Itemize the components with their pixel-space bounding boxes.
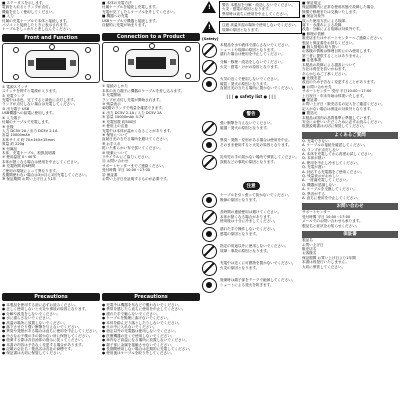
text-line: ● 分解や改造をしないでください。 [2, 311, 61, 316]
text-line: ■ 本体の充電方法 [102, 1, 132, 5]
column-2 [102, 0, 200, 400]
safety-item [202, 138, 300, 153]
column-2-sections [102, 84, 200, 181]
text-line: ● 指定以外の充電器は使用しないでください。 [102, 329, 179, 334]
text-line: 土日祝日・年末年始は休業いたします。 [302, 93, 367, 98]
text-line: 製品と保証書をお持ちください。 [302, 40, 356, 45]
text-line: ⑨ お手入れ [102, 141, 121, 146]
column-1-panel-title: Front and Function [2, 34, 100, 42]
text-line: 販売店またはサポートセンターへご連絡ください。 [302, 36, 385, 41]
text-line: 故障・事故の原因となります。 [220, 248, 271, 253]
prohibited-icon [202, 261, 217, 276]
text-line: ● 本製品を使用する前に必ずお読みください。 [2, 303, 79, 307]
warning-block-2 [202, 21, 300, 34]
safety-item [202, 244, 300, 259]
column-2-panel-title: Connection to a Product [102, 33, 200, 41]
text-line: 誤った使用方法による故障、 [302, 18, 349, 23]
text-line: ■ 保証規定 [302, 1, 321, 5]
text-line: ■ 保証書 [302, 97, 318, 102]
text-line: 警告 本製品を分解・改造しないでください。 [222, 3, 296, 7]
text-line: お買い上げ日を証明するものが必要です。 [102, 176, 170, 181]
text-line: サポートセンターまでご連絡ください。 [102, 163, 167, 168]
safety-item [202, 227, 300, 242]
warranty-text [302, 238, 398, 269]
column-4 [302, 0, 398, 400]
text-line: ケーブルをしっかりと差し込んでください。 [2, 27, 74, 32]
text-line: ⑦ 使用上の注意 [102, 124, 128, 129]
callout-marker [13, 74, 19, 80]
text-line: Q. 残量表示がおかしい [302, 174, 340, 179]
text-line: 自動的に充電が始まります。 [102, 23, 149, 28]
warning-block-1 [202, 1, 300, 18]
safety-item-text [220, 210, 300, 223]
text-line: ● 水に濡らさないでください。 [2, 316, 53, 321]
text-line: お買い上げ日 [302, 242, 324, 247]
text-line: 改造・分解による故障は対象外です。 [302, 27, 363, 32]
warning-list [202, 121, 300, 170]
text-line: 電源を入れるとランプが点灯。 [2, 5, 53, 10]
text-line: A. 一度満充電してください。 [302, 178, 350, 183]
text-line: 直射日光の当たる場所を避けてください。 [102, 137, 171, 142]
mandatory-icon [202, 77, 217, 92]
text-line: ● 火の中に入れないでください。 [102, 325, 157, 330]
safety-item [202, 193, 300, 208]
prohibited-icon [202, 210, 217, 225]
text-line: 入力 DC5V 2A / 出力 DC5V 2.1A [2, 128, 58, 133]
text-line: ⑥ 付属品 [2, 146, 18, 151]
text-line: 誤飲などの事故の原因となります。 [220, 159, 278, 164]
warning-pill: 警告 [243, 110, 260, 118]
text-line: ② 充電開始 [102, 93, 121, 98]
text-line: 破損・発火の原因となります。 [220, 125, 271, 130]
mandatory-icon [202, 138, 217, 153]
text-line: パソコンと接続したときに表示されます。 [2, 23, 70, 28]
safety-section-title: [Safety] [202, 37, 219, 42]
text-line: 保証期間内に正常な使用状態で故障した場合、 [302, 5, 378, 10]
text-line: ● 濡れた手で触らないでください。 [102, 311, 161, 316]
text-line: ● 落下させたり強い衝撃を与えないでください。 [2, 325, 82, 330]
text-line: 充電が完了したらケーブルを外してください。 [102, 9, 178, 14]
text-line: ■ お問い合わせ先 [302, 84, 332, 89]
text-line: お客様の情報は修理目的にのみ使用します。 [302, 49, 374, 54]
text-line: ● 保証書は大切に保管してください。 [2, 351, 64, 356]
text-line: ■ 個人情報の取り扱い [302, 45, 339, 50]
safety-item [202, 121, 300, 136]
text-line: 分解・修理・改造をしないでください。 [220, 60, 285, 65]
text-line: 感電の原因となります。 [220, 231, 260, 236]
text-line: 4段階のランプで残量を確認できます。 [102, 106, 166, 111]
text-line: ⑤ 容量 10000mAh 3.7V [102, 115, 144, 120]
text-line: ショートや故障の原因となります。 [220, 47, 278, 52]
callout-marker [185, 73, 191, 79]
column-2-bottom-title: Precautions [102, 293, 200, 301]
text-line: 記入がない場合は保証の対象外となります。 [302, 106, 374, 111]
text-line: 本製品は国内の品質基準に準拠しています。 [302, 115, 374, 120]
safety-item [202, 43, 300, 58]
front-diagram [2, 43, 100, 83]
text-line: 本体の出力端子に機器のケーブルを差し込みます。 [102, 88, 185, 93]
safety-item-text [220, 77, 300, 90]
text-line: 製品名 [302, 238, 313, 243]
device-button-right [70, 60, 76, 66]
connection-diagram [102, 42, 200, 82]
text-line: 注意 高温多湿の場所で使用しないでください。 [222, 23, 299, 28]
text-line: ② 充電ランプ [2, 93, 25, 98]
callout-marker [185, 46, 191, 52]
text-line: USBケーブルで機器と接続します。 [102, 18, 160, 23]
text-line: 本体が熱くなる場合があります。 [220, 214, 274, 219]
text-line: 第三者に提供することはありません。 [302, 53, 364, 58]
text-line: サポートセンター [302, 210, 331, 215]
text-line: ● 使用後はケーブルを取り外してください。 [102, 351, 175, 356]
text-line: ● 本体を踏んだり落としたりしないでください。 [102, 320, 182, 325]
text-line: ● 異臭や発熱がある場合は直ちに使用を中止してください。 [2, 329, 100, 334]
column-2-bottom-text [102, 303, 200, 356]
text-line: 質量 約 220g [2, 142, 25, 147]
text-line: ● 小さなお子様の手の届かない所に保管してください。 [2, 333, 93, 338]
text-line: Q. 異音がする [302, 191, 326, 196]
text-line: 充電中は近くに可燃物を置かないでください。 [220, 261, 296, 266]
text-line: ① 電源スイッチ [2, 84, 28, 89]
text-line: A. ケーブルを交換してください。 [302, 187, 357, 192]
safety-item-text [220, 244, 300, 253]
text-line: ● 本書の内容は予告なく変更する場合があります。 [2, 342, 86, 347]
text-line: ● 長期間使用しない場合は定期的に充電してください。 [102, 347, 193, 352]
safety-item-text [220, 227, 300, 236]
device-illustration [125, 49, 179, 77]
text-line: 強い衝撃を与えないでください。 [220, 121, 274, 126]
text-line: ■ 修理の依頼 [302, 31, 325, 36]
text-line: サポートセンター 受付 平日10:00〜17:00 [302, 89, 372, 94]
warning-pill-wrap [202, 100, 300, 119]
text-line: 本体、充電ケーブル、取扱説明書 [2, 150, 56, 155]
device-screen [136, 57, 166, 69]
text-line: 機能を正しく使用してください。 [2, 9, 56, 14]
text-line: ご使用の環境によって異なります。 [2, 168, 60, 173]
text-line: ● 正しく使用しないと火災や事故の原因になります。 [2, 307, 89, 312]
text-line: Q. 機器が認識しない [302, 182, 336, 187]
text-line: 保証期間 お買い上げ日より1年間 [302, 255, 356, 260]
device-button-left [128, 59, 134, 65]
mandatory-icon [202, 227, 217, 242]
text-line: 濡れた場合は使用を中止してください。 [220, 52, 285, 57]
text-line: ③ 残量表示 [102, 102, 121, 107]
text-line: 異臭・発熱・変形がある場合は使用を中止。 [220, 138, 292, 143]
caution-triangle-icon [202, 21, 216, 33]
text-line: Q. 充電できない [302, 138, 329, 143]
text-line: ⑩ 廃棄について [102, 150, 128, 155]
text-line: 本体が熱くなる場合は使用を中止してください。 [2, 159, 82, 164]
text-line: 受付時間 平日 10:00〜17:00 [102, 168, 151, 173]
text-line: 火気の近くで使用しないでください。 [220, 77, 282, 82]
text-line: 改良のため予告なく変更することがあります。 [302, 80, 378, 85]
warning-text-1 [219, 1, 300, 18]
text-line: USB機器への給電に使用します。 [2, 111, 56, 116]
text-line: A. ケーブルの接続を確認してください。 [302, 143, 368, 148]
safety-item [202, 155, 300, 170]
column-2-intro [102, 1, 200, 27]
text-line: 容量 10000mAh [2, 133, 30, 138]
text-line: ● 高温の場所に放置しないでください。 [2, 320, 68, 325]
text-line: Q. 本体が熱い [302, 156, 326, 161]
text-line: ● 端子部に金属を接触させないでください。 [102, 342, 175, 347]
caution-list [202, 193, 300, 293]
safety-item-text [220, 138, 300, 147]
text-line: 長期間使わない場合は3か月に1回充電してください。 [2, 172, 90, 177]
text-line: メールでのお問い合わせも承ります。 [302, 219, 363, 224]
safety-item-text [220, 121, 300, 130]
prohibited-icon [202, 43, 217, 58]
text-line: ⑧ 保管について [102, 132, 128, 137]
caution-pill: 注意 [243, 182, 260, 190]
safety-item [202, 77, 300, 92]
contact-header: お問い合わせ [302, 203, 398, 210]
text-line: ⑥ 充電回数 約500回 [102, 119, 136, 124]
text-line: 乳幼児の手の届かない場所で保管してください。 [220, 155, 300, 160]
text-line: 取扱説明書は大切に保管してください。 [302, 124, 367, 129]
text-line: 断線の原因となります。 [220, 197, 260, 202]
warning-triangle-icon [202, 1, 216, 13]
text-line: ● 車内など高温になる場所に放置しないでください。 [102, 338, 189, 343]
text-line: ■ 仕様変更 [302, 75, 321, 80]
safety-item-text [220, 43, 300, 56]
callout-marker [85, 47, 91, 53]
text-line: 製品名と症状をお知らせください。 [302, 223, 360, 228]
text-line: 本体サイズ 約 70×140×15mm [2, 137, 55, 142]
text-line: ■ 注意事項 [302, 58, 321, 63]
text-line: ● 記載の会社名・製品名は各社の商標です。 [2, 347, 75, 352]
safety-item-text [220, 155, 300, 164]
text-line: ■ 入力 [2, 14, 14, 19]
text-line: 本製品を水や液体で濡らさないでください。 [220, 43, 292, 48]
text-line: 大切に保管してください。 [302, 264, 346, 269]
prohibited-icon [202, 121, 217, 136]
column-1-bottom-title: Precautions [2, 293, 100, 301]
text-line: 付属ケーブルを接続し充電します。 [102, 5, 159, 10]
text-line: A. 対応する充電器をご使用ください。 [302, 169, 365, 174]
text-line: 乾いた柔らかい布で拭いてください。 [102, 146, 164, 151]
text-line: 破裂・発火の原因となります。 [220, 81, 271, 86]
prohibited-icon [202, 60, 217, 75]
text-line: 付属のケーブルで充電します。 [2, 120, 52, 125]
text-line: ⑪ お問い合わせ [102, 159, 129, 164]
text-line: あらかじめご了承ください。 [302, 71, 349, 76]
text-line: ① 接続のしかた [102, 84, 128, 89]
text-line: Q. ランプが点灯しない [302, 147, 340, 152]
column-3 [202, 0, 300, 400]
text-line: 付属の充電ケーブルで本体と接続します。 [2, 18, 70, 23]
text-line: 直射日光の当たる場所に置かないでください。 [220, 86, 296, 91]
text-line: スイッチを押すと電源が入ります。 [2, 89, 60, 94]
text-line: ランプが点灯しない場合は充電してください。 [2, 102, 78, 107]
text-line: 販売店名 [302, 246, 317, 251]
text-line: 濡れた手で操作しないでください。 [220, 227, 278, 232]
text-line: ケーブルを引っ張って抜かないでください。 [220, 193, 292, 198]
callout-marker [113, 46, 119, 52]
text-line: 安全にお使いいただくために必ずお読みください。 [302, 119, 385, 124]
text-line: ⑤ 仕様 [2, 124, 14, 129]
faq-text [302, 139, 398, 201]
text-line: 長時間の連続使用は避けてください。 [220, 210, 282, 215]
callout-marker [85, 74, 91, 80]
column-1-sections [2, 85, 100, 182]
text-line: そのまま使用すると火災の原因となります。 [220, 142, 292, 147]
text-line: 使用後は十分に冷ましてください。 [220, 219, 278, 224]
text-line: 指定の用途以外に使用しないでください。 [220, 244, 289, 249]
text-line: 故障の原因となります。 [222, 27, 262, 32]
safety-icon-list [202, 43, 300, 92]
text-line: ⑦ 使用温度 0〜40℃ [2, 155, 37, 160]
safety-item-text [220, 193, 300, 202]
device-illustration [25, 50, 79, 78]
text-line: ランプが点灯し充電が開始されます。 [102, 97, 163, 102]
text-line: A. 直ちに使用を中止してください。 [302, 196, 361, 201]
safety-item [202, 261, 300, 276]
safety-item [202, 60, 300, 75]
text-line: リサイクルにご協力ください。 [102, 154, 152, 159]
safety-item [202, 210, 300, 225]
column-1 [2, 0, 100, 400]
text-line: 当社は責任を負いかねます。 [302, 67, 349, 72]
text-line: 火災の原因となります。 [220, 265, 260, 270]
text-line: お客様名 [302, 251, 317, 256]
text-line: ③ 出力端子 USB [2, 106, 30, 111]
text-line: ショートによる発火を防ぎます。 [220, 282, 274, 287]
text-line: 本書は再発行いたしません。 [302, 260, 349, 265]
callout-marker [13, 47, 19, 53]
text-line: ■ ステータスを示します。 [2, 1, 46, 5]
contact-text [302, 210, 398, 228]
text-line: 火災・感電の原因となります。 [222, 7, 273, 12]
text-line: 落下・水濡れによる故障、 [302, 23, 346, 28]
safety-item-text [220, 261, 300, 270]
text-line: ● 廃棄する際は各自治体の指示に従ってください。 [2, 338, 86, 343]
prohibited-icon [202, 155, 217, 170]
safety-item-text [220, 278, 300, 287]
text-line: ④ 出力 DC5V 2.1A / 入力 DC5V 2A [102, 110, 162, 115]
text-line: 廃棄時は端子部をテープで絶縁してください。 [220, 278, 296, 283]
text-line: A. 使用を中止し冷ましてください。 [302, 160, 361, 165]
text-line: ⑫ 保証書 [102, 172, 118, 177]
column-1-bottom-text [2, 303, 100, 356]
safety-item [202, 278, 300, 293]
text-line: ⑨ 保証期間 お買い上げ日より1年 [2, 177, 57, 182]
text-line: 異常時は直ちに使用を中止してください。 [222, 11, 291, 16]
text-line: ■ 製造元 [302, 111, 318, 116]
text-line: A. 本体を充電してから再度お試しください。 [302, 152, 375, 156]
faq-header: よくあるご質問 [302, 132, 398, 139]
mandatory-icon [202, 278, 217, 293]
device-button-right [170, 59, 176, 65]
text-line: ● ケーブルを無理に曲げないでください。 [102, 316, 171, 321]
prohibited-icon [202, 244, 217, 259]
text-line: お買い上げ日・販売店名の記入をご確認ください。 [302, 102, 385, 107]
warning-text-2 [219, 21, 302, 34]
safety-item-text [220, 60, 300, 69]
text-line: 火災・感電・けがの原因となります。 [220, 64, 281, 69]
callout-marker [49, 44, 55, 50]
text-line: 充電中は本体が温かくなることがあります。 [102, 128, 174, 133]
text-line: 無償で修理または交換いたします。 [302, 9, 360, 14]
text-line: 充電中は赤色、完了すると緑色に点灯します。 [2, 98, 78, 103]
warranty-header: 保証書 [302, 231, 398, 238]
caution-pill-wrap [202, 172, 300, 191]
device-screen [36, 58, 66, 70]
text-line: 受付時間 平日 10:00〜17:00 [302, 214, 351, 219]
mandatory-icon [202, 193, 217, 208]
text-line: ● 異常を感じたら直ちに使用を中止してください。 [102, 307, 186, 312]
text-line: 本製品の故障による損害について [302, 62, 356, 67]
text-line: ■ 保証対象外 [302, 14, 325, 19]
text-line: ■ 機器への充電 [102, 14, 129, 19]
device-button-left [28, 60, 34, 66]
safety-list-title: | | | ● safety list ● | | | [226, 94, 276, 100]
text-line: ④ 入力端子 [2, 115, 21, 120]
text-line: Q. 充電が遅い [302, 165, 326, 170]
text-line: ● 充電中は機器を布などで覆わないでください。 [102, 303, 182, 307]
column-4-text [302, 1, 398, 129]
column-1-intro [2, 1, 100, 32]
text-line: ● 医療機器の近くで使用しないでください。 [102, 333, 175, 338]
text-line: ⑧ 充電時間 約6時間 [2, 164, 35, 169]
